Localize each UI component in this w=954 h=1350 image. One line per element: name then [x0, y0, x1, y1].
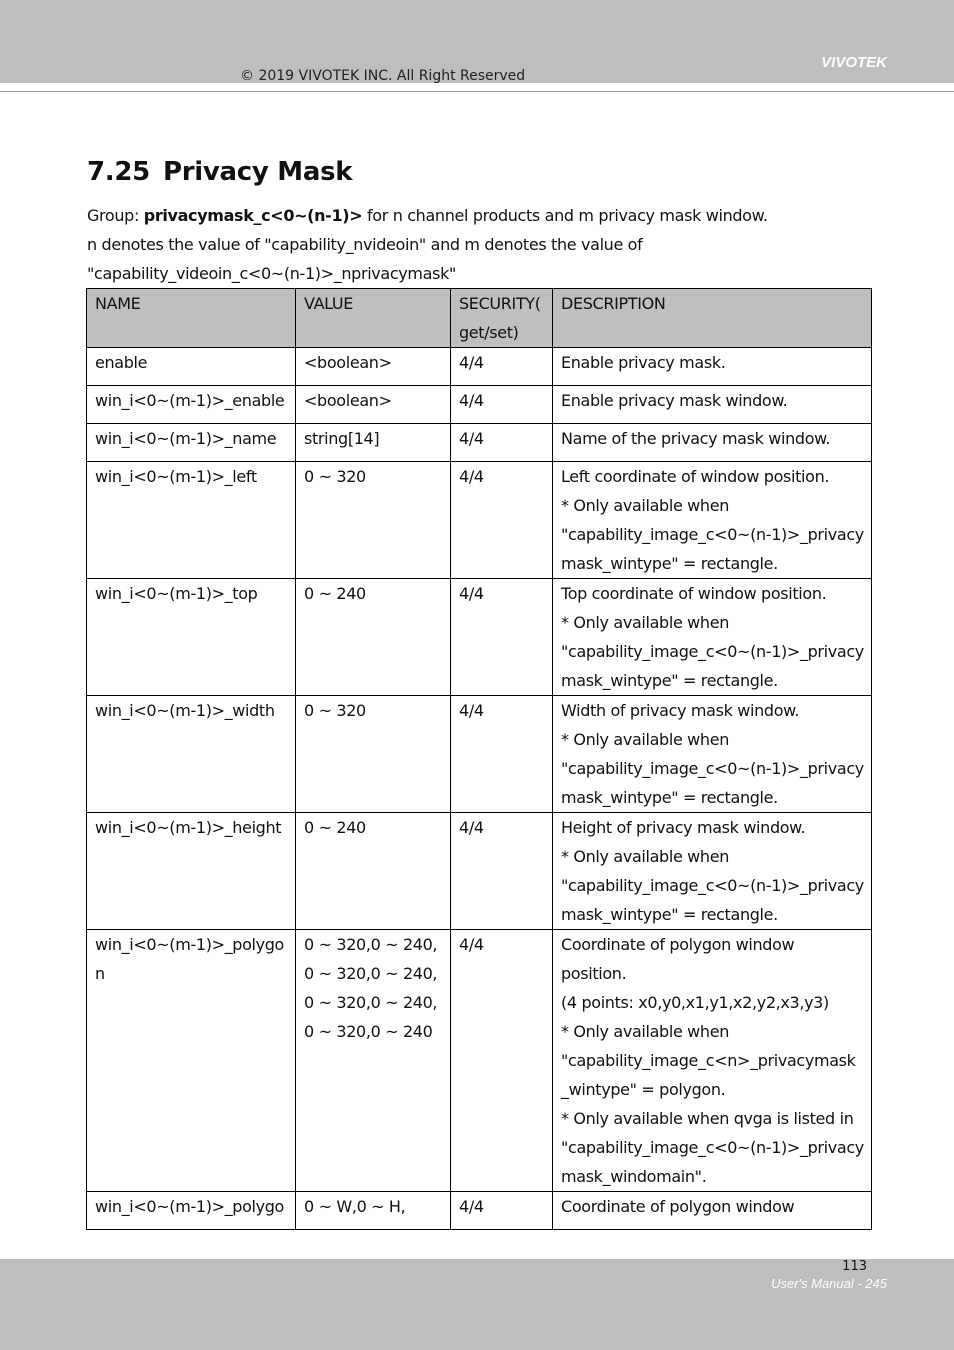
cell-value: [296, 424, 451, 462]
table-row: [87, 930, 872, 1192]
value-line: 0 ~ 320,0 ~ 240: [304, 1022, 433, 1041]
cell-value: [296, 696, 451, 813]
value-line: 0 ~ 320,0 ~ 240,: [304, 964, 438, 983]
cell-name: [87, 1192, 296, 1230]
group-prefix: Group:: [87, 206, 144, 225]
cell-name: [87, 930, 296, 1192]
description-line: * Only available when: [561, 613, 729, 632]
section-number: 7.25: [87, 157, 150, 187]
cell-security: 4/4: [451, 579, 553, 696]
cell-description: [553, 1192, 872, 1230]
intro-line-2: n denotes the value of "capability_nvideoin" and m denotes the value of: [87, 235, 643, 254]
header-security-line-1: SECURITY: [459, 294, 535, 313]
table-row: [87, 462, 872, 579]
name-line: n: [95, 964, 105, 983]
description-line: Left coordinate of window position.: [561, 467, 830, 486]
header-name: NAME: [87, 289, 296, 348]
description-line: position.: [561, 964, 627, 983]
description-line: Enable privacy mask window.: [561, 391, 788, 410]
value-line: <boolean>: [304, 353, 392, 372]
intro-group-line: [87, 201, 877, 230]
description-line: Enable privacy mask.: [561, 353, 726, 372]
cell-security: 4/4: [451, 930, 553, 1192]
name-line: win_i<0~(m-1)>_top: [95, 584, 258, 603]
cell-value: [296, 813, 451, 930]
cell-value: [296, 462, 451, 579]
description-line: * Only available when: [561, 496, 729, 515]
name-line: win_i<0~(m-1)>_polygo: [95, 1197, 284, 1216]
value-line: 0 ~ 320,0 ~ 240,: [304, 935, 438, 954]
description-line: _wintype" = polygon.: [561, 1080, 726, 1099]
cell-security: 4/4: [451, 348, 553, 386]
description-line: Top coordinate of window position.: [561, 584, 827, 603]
description-line: mask_windomain".: [561, 1167, 707, 1186]
description-line: Coordinate of polygon window: [561, 935, 795, 954]
table-row: [87, 579, 872, 696]
intro-text: [87, 201, 877, 288]
table-row: [87, 813, 872, 930]
table-row: [87, 386, 872, 424]
description-line: "capability_image_c<0~(n-1)>_privacy: [561, 642, 864, 661]
cell-value: [296, 930, 451, 1192]
description-line: Width of privacy mask window.: [561, 701, 800, 720]
cell-value: [296, 386, 451, 424]
cell-description: [553, 696, 872, 813]
name-line: win_i<0~(m-1)>_name: [95, 429, 277, 448]
value-line: 0 ~ 320: [304, 467, 366, 486]
table-row: [87, 696, 872, 813]
value-line: 0 ~ 320: [304, 701, 366, 720]
parameter-table: [86, 288, 872, 1230]
brand-logo-text: VIVOTEK: [821, 54, 887, 71]
description-line: (4 points: x0,y0,x1,y1,x2,y2,x3,y3): [561, 993, 829, 1012]
section-title: [87, 157, 352, 187]
header-security-line-2: (get/set): [459, 294, 541, 342]
description-line: mask_wintype" = rectangle.: [561, 788, 778, 807]
manual-page-label: User's Manual - 245: [771, 1276, 887, 1291]
cell-name: [87, 462, 296, 579]
description-line: "capability_image_c<n>_privacymask: [561, 1051, 856, 1070]
description-line: mask_wintype" = rectangle.: [561, 905, 778, 924]
cell-description: [553, 579, 872, 696]
cell-description: [553, 813, 872, 930]
cell-description: [553, 386, 872, 424]
section-title-text: Privacy Mask: [163, 157, 353, 187]
cell-security: 4/4: [451, 696, 553, 813]
table-row: [87, 1192, 872, 1230]
cell-security: 4/4: [451, 424, 553, 462]
header-description: DESCRIPTION: [553, 289, 872, 348]
value-line: 0 ~ 320,0 ~ 240,: [304, 993, 438, 1012]
cell-value: [296, 1192, 451, 1230]
cell-security: 4/4: [451, 1192, 553, 1230]
cell-description: [553, 462, 872, 579]
name-line: win_i<0~(m-1)>_height: [95, 818, 282, 837]
header-value: VALUE: [296, 289, 451, 348]
page-number: 113: [842, 1259, 867, 1274]
intro-line-3: "capability_videoin_c<0~(n-1)>_nprivacymask": [87, 264, 457, 283]
description-line: Coordinate of polygon window: [561, 1197, 795, 1216]
value-line: 0 ~ 240: [304, 584, 366, 603]
description-line: * Only available when: [561, 730, 729, 749]
cell-name: [87, 696, 296, 813]
description-line: "capability_image_c<0~(n-1)>_privacy: [561, 1138, 864, 1157]
cell-value: [296, 348, 451, 386]
description-line: * Only available when: [561, 1022, 729, 1041]
cell-security: 4/4: [451, 813, 553, 930]
group-suffix: for n channel products and m privacy mask window.: [362, 206, 768, 225]
name-line: enable: [95, 353, 148, 372]
footer-band: [0, 1259, 954, 1350]
description-line: "capability_image_c<0~(n-1)>_privacy: [561, 759, 864, 778]
description-line: "capability_image_c<0~(n-1)>_privacy: [561, 876, 864, 895]
table-body: [87, 348, 872, 1230]
name-line: win_i<0~(m-1)>_polygo: [95, 935, 284, 954]
value-line: 0 ~ W,0 ~ H,: [304, 1197, 406, 1216]
description-line: mask_wintype" = rectangle.: [561, 671, 778, 690]
value-line: 0 ~ 240: [304, 818, 366, 837]
copyright-notice: © 2019 VIVOTEK INC. All Right Reserved: [240, 68, 526, 84]
value-line: <boolean>: [304, 391, 392, 410]
cell-security: 4/4: [451, 462, 553, 579]
description-line: Name of the privacy mask window.: [561, 429, 831, 448]
name-line: win_i<0~(m-1)>_width: [95, 701, 275, 720]
name-line: win_i<0~(m-1)>_left: [95, 467, 257, 486]
cell-description: [553, 348, 872, 386]
description-line: Height of privacy mask window.: [561, 818, 806, 837]
description-line: mask_wintype" = rectangle.: [561, 554, 778, 573]
description-line: * Only available when: [561, 847, 729, 866]
group-name: privacymask_c<0~(n-1)>: [143, 206, 363, 225]
header-security: [451, 289, 553, 348]
table-row: [87, 348, 872, 386]
cell-name: [87, 348, 296, 386]
description-line: * Only available when qvga is listed in: [561, 1109, 854, 1128]
table-row: [87, 424, 872, 462]
table-header-row: [87, 289, 872, 348]
cell-name: [87, 813, 296, 930]
cell-name: [87, 386, 296, 424]
cell-description: [553, 424, 872, 462]
header-divider: [0, 91, 954, 92]
description-line: "capability_image_c<0~(n-1)>_privacy: [561, 525, 864, 544]
cell-name: [87, 424, 296, 462]
cell-value: [296, 579, 451, 696]
value-line: string[14]: [304, 429, 380, 448]
name-line: win_i<0~(m-1)>_enable: [95, 391, 285, 410]
cell-description: [553, 930, 872, 1192]
cell-name: [87, 579, 296, 696]
cell-security: 4/4: [451, 386, 553, 424]
